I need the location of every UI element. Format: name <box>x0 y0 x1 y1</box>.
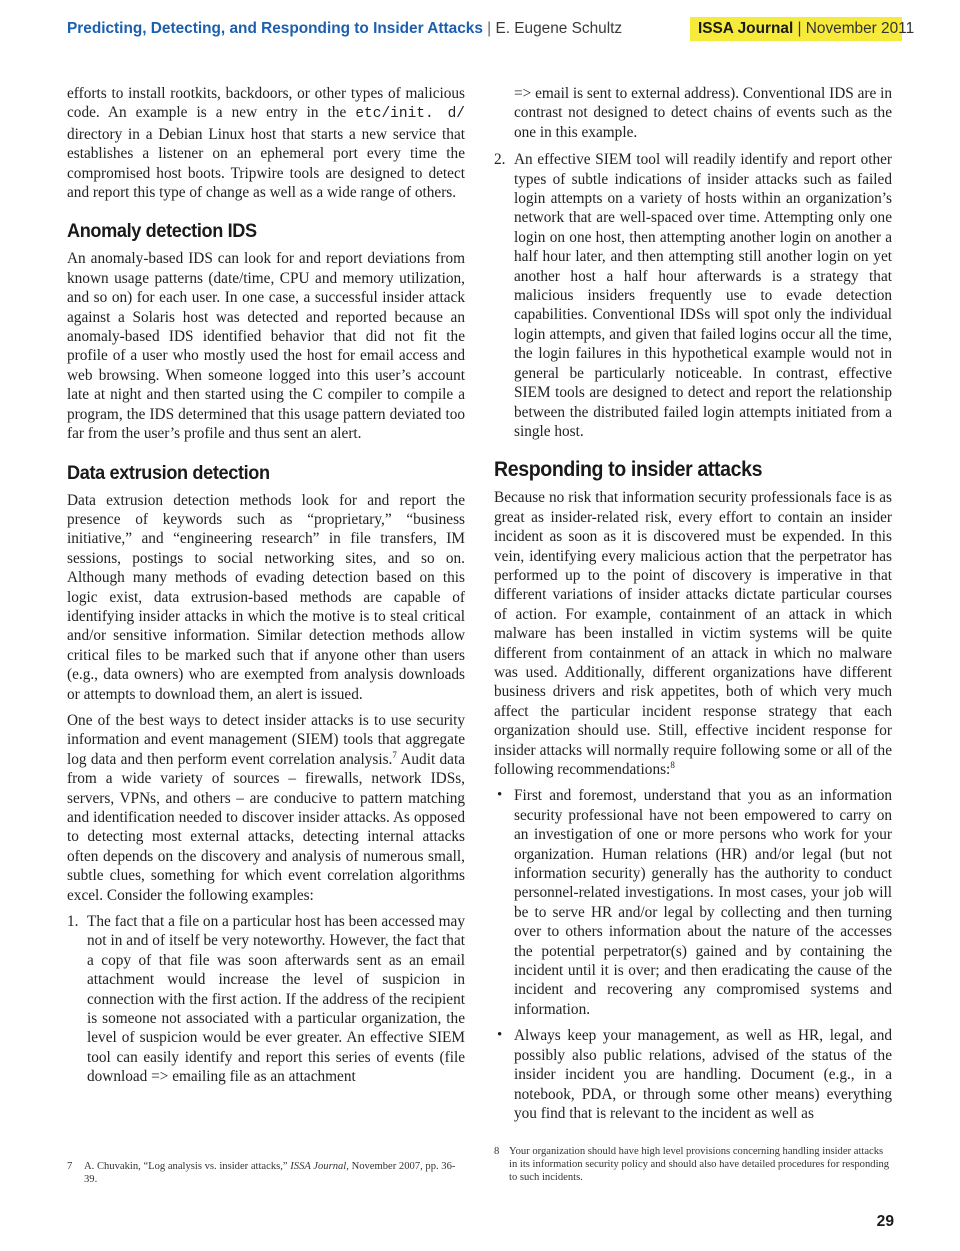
anomaly-paragraph: An anomaly-based IDS can look for and report deviations from known usage patterns (date/time, CPU and memory utilization, and so on) for each user. In one case, a successful insider attack against a Solaris host was detected and reported because an anomaly-based IDS identified behavior that did not fit the profile of a user who mostly used the host for email access and web browsing. When someone logged into this user’s account late at night and then started using the C compiler to compile a program, the IDS determined that this usage pattern deviated too far from the user’s profile and thus sent an alert. <box>67 250 465 443</box>
heading-anomaly-detection: Anomaly detection IDS <box>67 220 257 243</box>
right-column <box>494 84 892 1130</box>
siem-paragraph: One of the best ways to detect insider attacks is to use security information and event management (SIEM) tools that aggregate log data and then perform event correlation analysis.$^7$ Audit data from a wide variety of sources – firewalls, network IDSs, servers, VPNs, and others – are conducive to pattern matching and identification needed to discover insider attacks. As opposed to detecting most external attacks, detecting internal attacks often depends on the discovery and analysis of numerous small, subtle clues, something for which event correlation algorithms excel. Consider the following examples: <box>67 711 465 904</box>
running-header-left <box>67 18 623 40</box>
recommendations-list <box>494 786 892 1123</box>
siem-examples-list <box>67 912 465 1087</box>
journal-name: ISSA Journal <box>698 20 794 37</box>
extrusion-paragraph: Data extrusion detection methods look for and report the presence of keywords such as “proprietary,” “business initiative,” and “engineering research” in file transfers, IM sessions, postings to social networking sites, and so on. Although many methods of evading detection based on this logic exist, data extrusion-based methods are capable of identifying insider attacks in which the motive is to steal critical and/or sensitive information. Similar detection methods allow critical files to be marked such that if anyone other than users (e.g., data owners) who are exempted from analysis downloads or attempts to download them, an alert is issued. <box>67 491 465 703</box>
issue-date: November 2011 <box>805 20 915 37</box>
bullet-icon: • <box>497 1027 503 1044</box>
list-item: 1. The fact that a file on a particular host has been accessed may not in and of itself be very noteworthy. However, the fact that a copy of that file was soon afterwards sent as an email attachment would increase the level of suspicion in connection with the first action. If the address of the recipient is someone not associated with a particular organization, the level of suspicion would be ever greater. An effective SIEM tool can easily identify and report this series of events (file download => emailing file as an attachment <box>67 913 466 1086</box>
list-item: • Always keep your management, as well as HR, legal, and possibly also public relations, advised of the status of the insider incident you are handling. Document (e.g., in a notebook, PDA, or through some other means) everything you find that is relevant to the incident as well as <box>497 1027 892 1122</box>
footnote-ref-7: 7 <box>392 749 397 760</box>
header-separator: | <box>487 20 492 37</box>
bullet-icon: • <box>497 787 503 804</box>
header-separator-2: | <box>797 20 802 37</box>
responding-paragraph: Because no risk that information security professionals face is as great as insider-related risk, every effort to contain an insider incident as soon as it is discovered must be expended. In this vein, identifying every malicious action that the perpetrator has performed up to the point of discovery is imperative in that different variations of insider attacks dictate particular courses of action. For example, containment of an attack in which malware has been installed in victim systems will be quite different from containment of an attack in which no malware was used. Additionally, different organizations have different business drivers and risk appetites, both of which very much affect the particular incident response strategy that each organization should use. Still, effective incident response for insider attacks will normally require following some or all of the following recommendations:$^8$ <box>494 489 892 778</box>
left-column <box>67 84 465 1094</box>
running-header-right <box>690 17 915 41</box>
list-item: • First and foremost, understand that you as an information security professional have not been empowered to carry on an investigation of one or more persons who work for your organization. Human relations (HR) and/or legal (but not information security) generally has the authority to conduct personnel-related investigations. In most cases, your job will be to serve HR and/or legal by collecting and then turning over to others information about the nature of the accesses the potential perpetrator(s) gained and by containing the incident until it is over; and then eradicating the cause of the incident and recovering any compromised systems and information. <box>497 787 892 1018</box>
init-path-code: etc/init. d/ <box>355 106 466 123</box>
footnote-number: 8 <box>494 1146 500 1157</box>
list-item: => email is sent to external address). Conventional IDS are in contrast not designed to detect chains of events such as the one in this example. <box>514 85 892 141</box>
siem-examples-list-continued <box>494 84 892 441</box>
page-number: 29 <box>876 1213 894 1230</box>
heading-responding: Responding to insider attacks <box>494 458 763 482</box>
footnote-ref-8: 8 <box>670 760 675 770</box>
heading-data-extrusion: Data extrusion detection <box>67 461 270 484</box>
footnote-7 <box>67 1160 457 1190</box>
footnote-number: 7 <box>67 1161 73 1172</box>
footnote-text: A. Chuvakin, “Log analysis vs. insider attacks,” ISSA Journal, November 2007, pp. 36-39. <box>84 1161 456 1186</box>
author-name: E. Eugene Schultz <box>495 20 623 37</box>
list-number: 2. <box>494 151 506 169</box>
list-item: 2. An effective SIEM tool will readily identify and report other types of subtle indications of insider attacks such as failed login attempts on a variety of hosts within an organization’s network that are well-spaced over time. Attempting only one login on one host, then attempting another login on another a half hour later, and then attempting still another login on yet another host a half hour afterwards is a strategy that malicious insiders frequently use to evade detection capabilities. Conventional IDSs will spot only the individual login attempts, and given that failed logins occur all the time, the login failures in this hypothetical example would not in general be particularly noticeable. In contrast, effective SIEM tools are designed to detect and report the relationship between the distributed failed login attempts initiated from a single host. <box>494 151 892 440</box>
article-title: Predicting, Detecting, and Responding to Insider Attacks <box>67 20 483 37</box>
footnote-text: Your organization should have high level provisions concerning handling insider attacks in its information security policy and should also have detailed procedures for responding to such incidents. <box>509 1146 890 1184</box>
list-number: 1. <box>67 913 79 931</box>
intro-paragraph: efforts to install rootkits, backdoors, or other types of malicious code. An example is a new entry in the etc/init. d/ directory in a Debian Linux host that starts a new service that establishes a listener on an ephemeral port every time the compromised host boots. Tripwire tools are designed to detect and report this type of change as well as a wide range of others. <box>67 85 466 202</box>
footnote-8 <box>494 1145 892 1187</box>
